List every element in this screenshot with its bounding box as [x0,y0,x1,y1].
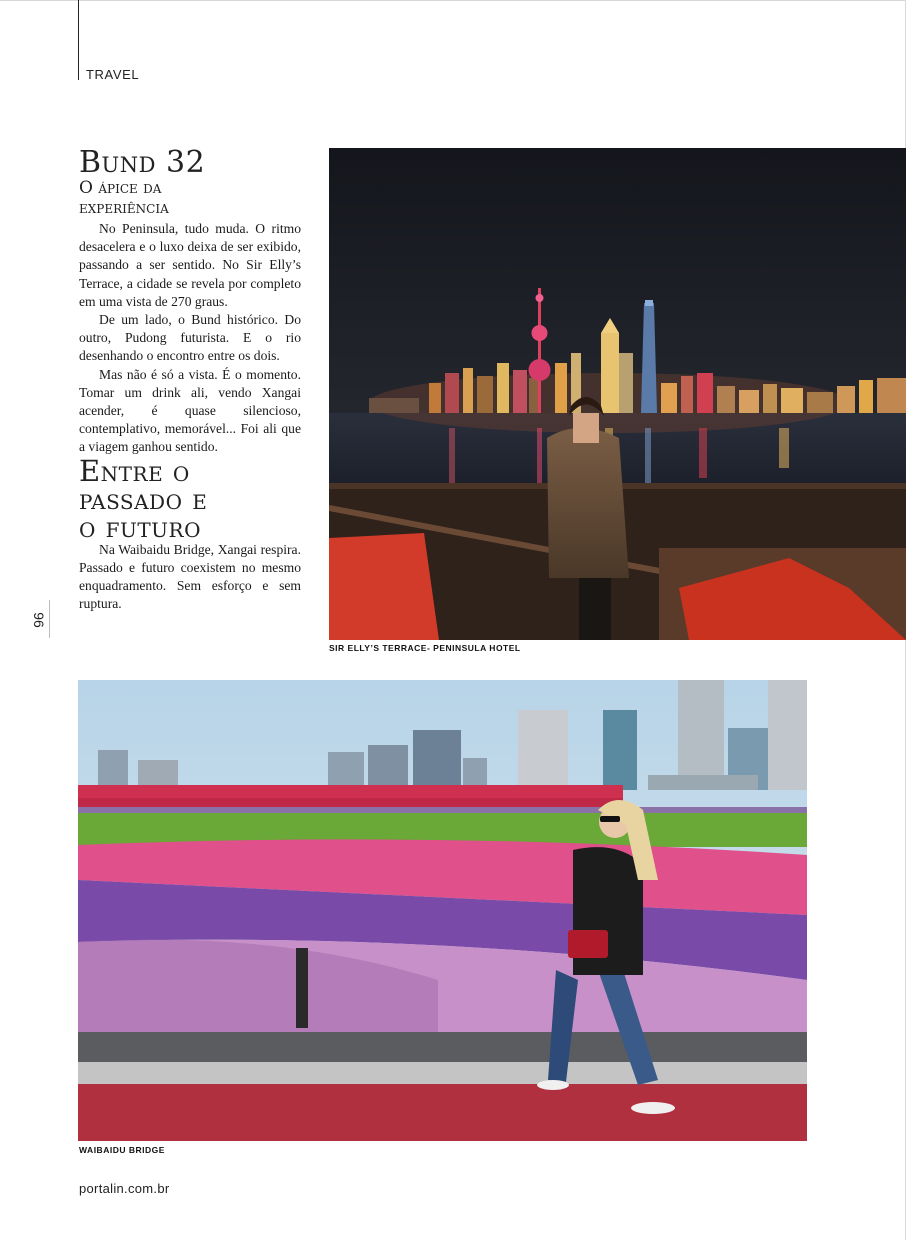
section2-title-line2: passado e [79,481,208,516]
section2-title-line1: Entre o [79,453,190,488]
section2-paragraph-1: Na Waibaidu Bridge, Xangai respira. Passado e futuro coexistem no mesmo enquadramento. Sem esforço e sem ruptura. [79,541,301,612]
section1-paragraph-3: Mas não é só a vista. É o momento. Tomar um drink ali, vendo Xangai acender, é quase silencioso, contemplativo, memorável... Foi ali que a viagem ganhou sentido. [79,366,301,455]
page-number-rule [49,600,50,638]
photo-waibaidu-bridge [78,680,807,1141]
section2-title [79,453,301,544]
flower-garden-illustration [78,680,807,1141]
section1-subtitle [79,178,301,218]
top-photo-caption: SIR ELLY’S TERRACE- PENINSULA HOTEL [329,643,521,653]
night-skyline-illustration [329,148,906,640]
section1-title: Bund 32 [79,145,206,180]
section1-subtitle-line1: O ápice da [79,178,162,198]
page-number: 96 [31,612,47,628]
page-top-border [0,0,906,1]
section1-paragraph-1: No Peninsula, tudo muda. O ritmo desacelera e o luxo deixa de ser exibido, passando a ser sentido. No Sir Elly’s Terrace, a cidade se revela por completo em uma vista de 270 graus. [79,221,301,309]
bottom-photo-caption: WAIBAIDU BRIDGE [79,1145,165,1155]
photo-sir-ellys-terrace [329,148,906,640]
footer-url: portalin.com.br [79,1181,170,1196]
section1-subtitle-line2: experiência [79,198,169,218]
section-rule [78,0,79,80]
section-label: TRAVEL [86,67,140,82]
section2-title-line3: o futuro [79,509,201,544]
article-text-column [79,145,301,613]
section1-paragraph-2: De um lado, o Bund histórico. Do outro, Pudong futurista. E o rio desenhando o encontro entre os dois. [79,312,301,364]
